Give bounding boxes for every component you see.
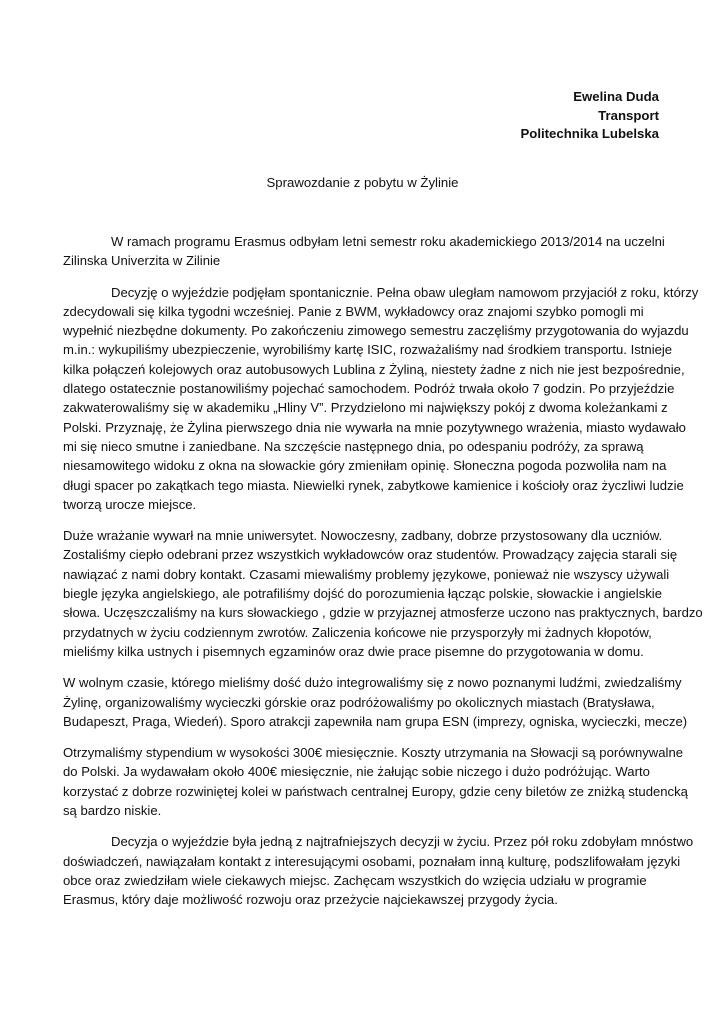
document-title: Sprawozdanie z pobytu w Żylinie: [266, 175, 459, 190]
paragraph-line: zdecydowali się kilka tygodni wcześniej. Panie z BWM, wykładowcy oraz znajomi szybko pomogli mi: [63, 303, 644, 319]
paragraph-line: Zostaliśmy ciepło odebrani przez wszystkich wykładowców oraz studentów. Prowadzący zajęcia starali się: [63, 547, 678, 563]
paragraph-line: kilka połączeń kolejowych oraz autobusowych Lublina z Żyliną, niestety żadne z nich nie jest bezpośrednie,: [63, 361, 685, 377]
paragraph-line: W ramach programu Erasmus odbyłam letni semestr roku akademickiego 2013/2014 na uczelni: [111, 234, 665, 249]
paragraph-3: [63, 526, 703, 661]
paragraph-4: [63, 673, 688, 731]
paragraph-line: Decyzję o wyjeździe podjęłam spontanicznie. Pełna obaw uległam namowom przyjaciół z roku, którzy: [111, 284, 699, 300]
document-body: [63, 232, 703, 922]
author-department: Transport: [598, 107, 659, 123]
paragraph-line: niesamowitego widoku z okna na słowackie góry zmieniłam opinię. Słoneczna pogoda pozwoliła nam na: [63, 458, 667, 474]
paragraph-line: dlatego ostatecznie postanowiliśmy pojechać samochodem. Podróż trwała około 7 godzin. Po przyjeździe: [63, 381, 675, 397]
paragraph-line: Zilinska Univerzita w Zilinie: [63, 253, 221, 269]
paragraph-2: [63, 283, 699, 515]
paragraph-line: biegle języka angielskiego, ale potrafiliśmy dojść do porozumienia łącząc polskie, słowackie i angielskie: [63, 586, 662, 602]
paragraph-line: mi się nieco smutne i zaniedbane. Na szczęście następnego dnia, po odespaniu podróży, za sprawą: [63, 438, 644, 454]
paragraph-line: przydatnych w życiu codziennym zwrotów. Zaliczenia końcowe nie przysporzyły mi żadnych kłopotów,: [63, 624, 652, 640]
paragraph-line: Otrzymaliśmy stypendium w wysokości 300€ miesięcznie. Koszty utrzymania na Słowacji są porównywalne: [63, 745, 684, 761]
paragraph-line: długi spacer po zakątkach tego miasta. Niewielki rynek, zabytkowe kamienice i kościoły oraz życzliwi ludzie: [63, 477, 684, 493]
paragraph-line: korzystać z dobrze rozwiniętej kolei w państwach centralnej Europy, gdzie ceny biletów ze zniżką studencką: [63, 783, 688, 799]
paragraph-line: słowa. Uczęszczaliśmy na kurs słowackiego , gdzie w przyjaznej atmosferze uczono nas praktycznych, bardzo: [63, 605, 703, 621]
author-name: Ewelina Duda: [573, 89, 659, 104]
paragraph-line: Erasmus, który daje możliwość rozwoju oraz przeżycie najciekawszej przygody życia.: [63, 892, 558, 908]
paragraph-line: obce oraz zwiedziłam wiele ciekawych miejsc. Zachęcam wszystkich do wzięcia udziału w programie: [63, 872, 647, 888]
paragraph-line: do Polski. Ja wydawałam około 400€ miesięcznie, nie żałując sobie niczego i dużo podróżując. Warto: [63, 764, 650, 780]
paragraph-1: [63, 232, 667, 271]
paragraph-line: m.in.: wykupiliśmy ubezpieczenie, wyrobiliśmy kartę ISIC, rozważaliśmy nad środkiem transportu. Istnieje: [63, 342, 673, 358]
author-block: [520, 88, 659, 144]
paragraph-line: tworzą urocze miejsce.: [63, 496, 197, 512]
paragraph-5: [63, 743, 688, 820]
paragraph-6: [63, 832, 694, 909]
paragraph-line: są bardzo niskie.: [63, 803, 162, 819]
paragraph-line: Żylinę, organizowaliśmy wycieczki górskie oraz podróżowaliśmy po okolicznych miastach (Bratysława,: [63, 694, 655, 710]
paragraph-line: Budapeszt, Praga, Wiedeń). Sporo atrakcji zapewniła nam grupa ESN (imprezy, ogniska, wycieczki, mecze): [63, 713, 688, 729]
paragraph-line: Polski. Przyznaję, że Żylina pierwszego dnia nie wywarła na mnie pozytywnego wrażenia, miasto wydawało: [63, 419, 686, 435]
paragraph-line: zakwaterowaliśmy się w akademiku „Hliny V”. Przydzielono mi największy pokój z dwoma koleżankami z: [63, 400, 668, 416]
paragraph-line: mieliśmy kilka ustnych i pisemnych egzaminów oraz dwie prace pisemne do przygotowania w domu.: [63, 643, 644, 659]
paragraph-line: doświadczeń, nawiązałam kontakt z interesującymi osobami, poznałam inną kulturę, podszlifowałam języki: [63, 853, 681, 869]
paragraph-line: Decyzja o wyjeździe była jedną z najtrafniejszych decyzji w życiu. Przez pół roku zdobyłam mnóstwo: [111, 834, 694, 850]
author-university: Politechnika Lubelska: [520, 126, 659, 141]
paragraph-line: Duże wrażanie wywarł na mnie uniwersytet. Nowoczesny, zadbany, dobrze przystosowany dla uczniów.: [63, 528, 663, 544]
paragraph-line: nawiązać z nami dobry kontakt. Czasami miewaliśmy problemy językowe, ponieważ nie wszyscy używali: [63, 566, 670, 582]
paragraph-line: wypełnić niezbędne dokumenty. Po zakończeniu zimowego semestru zaczęliśmy przygotowania do wyjazdu: [63, 323, 689, 339]
paragraph-line: W wolnym czasie, którego mieliśmy dość dużo integrowaliśmy się z nowo poznanymi ludźmi, zwiedzaliśmy: [63, 675, 682, 691]
